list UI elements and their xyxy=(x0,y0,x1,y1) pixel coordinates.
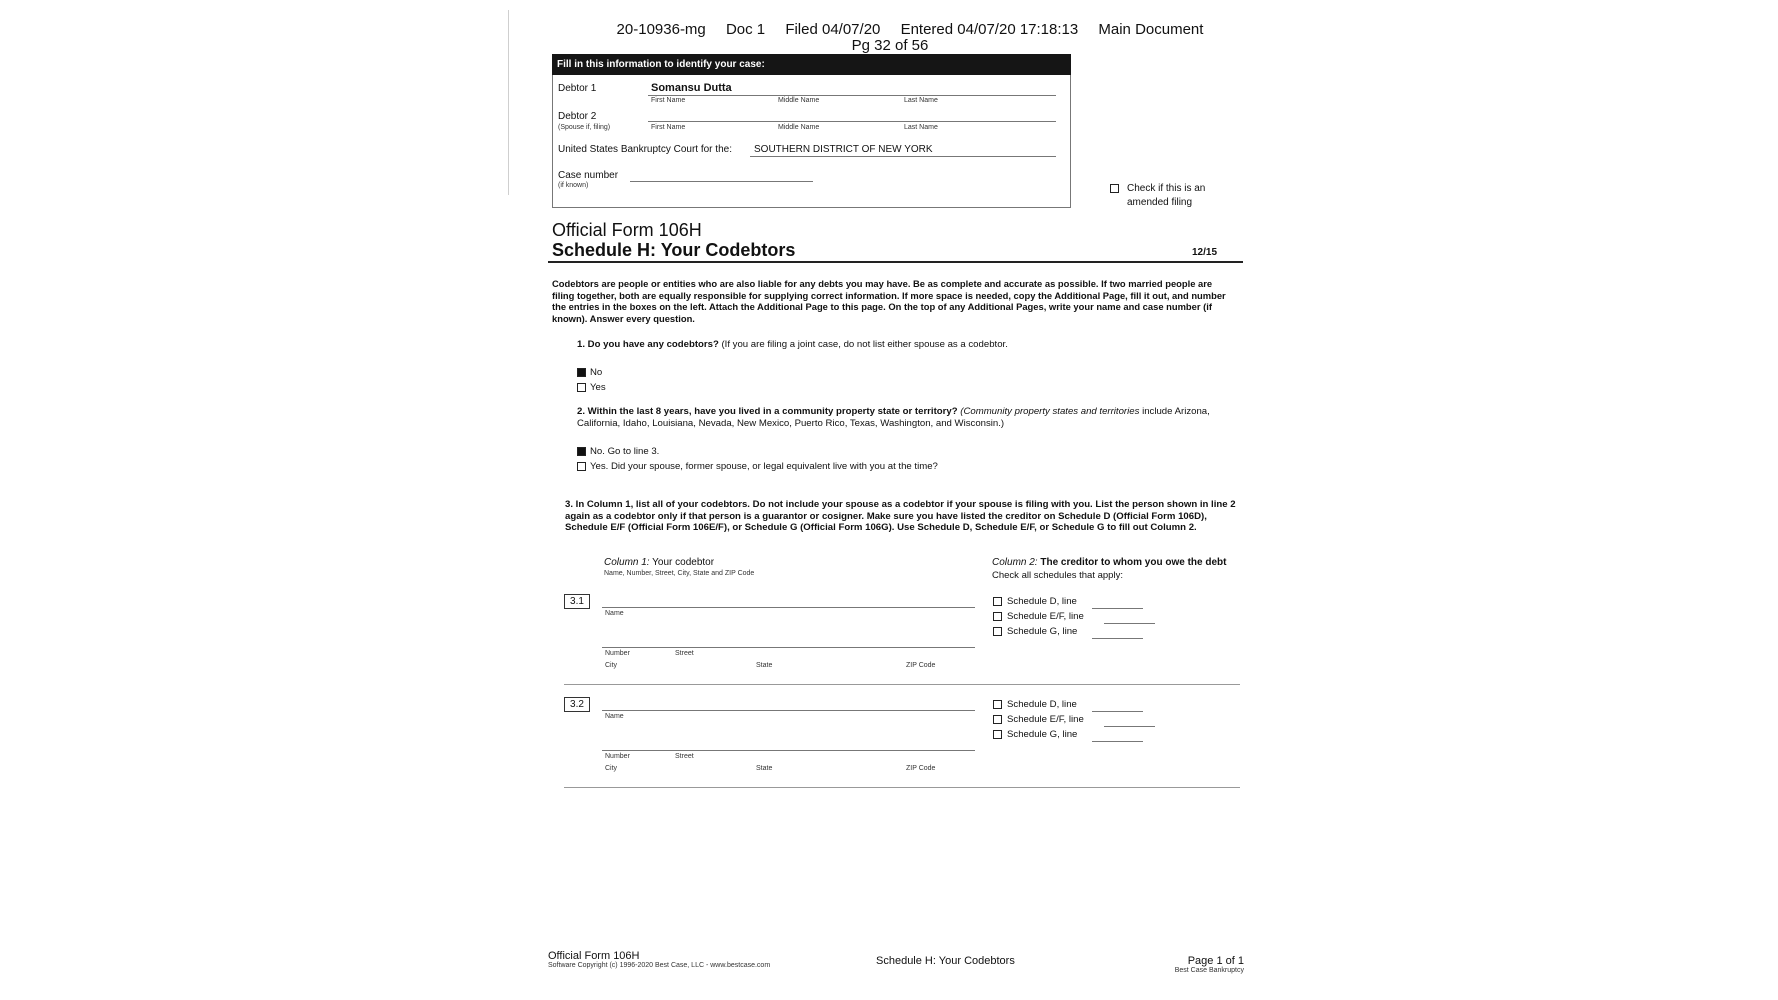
schedule-d-line-field[interactable] xyxy=(1092,711,1143,712)
q2-yes-checkbox[interactable] xyxy=(577,462,586,471)
codebtor-name-field[interactable] xyxy=(602,607,975,608)
main-document: Main Document xyxy=(1098,21,1204,38)
last-name-caption: Last Name xyxy=(904,124,938,131)
column-2-sub: Check all schedules that apply: xyxy=(992,570,1123,581)
q2-yes-label: Yes. Did your spouse, former spouse, or legal equivalent live with you at the time? xyxy=(590,461,938,472)
footer-right xyxy=(1150,955,1244,974)
doc-number: Doc 1 xyxy=(725,21,766,38)
instructions: Codebtors are people or entities who are also liable for any debts you may have. Be as complete and accurate as possible. If two married people are filing together, both are equally responsible for supplying correct information. If more space is needed, copy the Additional Page, fill it out, and number the entries in the boxes on the left. Attach the Additional Page to this page. On the top of any Additional Pages, write your name and case number (if known). Answer every question. xyxy=(552,278,1226,324)
schedule-g-line-field[interactable] xyxy=(1092,741,1143,742)
case-number-label: Case number xyxy=(558,170,619,181)
court-value[interactable]: SOUTHERN DISTRICT OF NEW YORK xyxy=(754,144,933,155)
filed-date: Filed 04/07/20 xyxy=(785,21,881,38)
question-3: 3. In Column 1, list all of your codebtors. Do not include your spouse as a codebtor if your spouse is filing with you. List the person shown in line 2 again as a codebtor only if that person is a guarantor or cosigner. Make sure you have listed the creditor on Schedule D (Official Form 106D), Schedule E/F (Official Form 106E/F), or Schedule G (Official Form 106G). Use Schedule D, Schedule E/F, or Schedule G to fill out Column 2. xyxy=(565,499,1236,533)
schedule-d-line-field[interactable] xyxy=(1092,608,1143,609)
q1-no-label: No xyxy=(590,367,603,378)
page-count: Pg 32 of 56 xyxy=(851,37,929,54)
column-2-title: The creditor to whom you owe the debt xyxy=(1037,557,1227,568)
name-caption: Name xyxy=(605,713,624,720)
q2-no-label: No. Go to line 3. xyxy=(590,446,660,457)
identification-banner: Fill in this information to identify your case: xyxy=(552,54,1071,75)
amended-label xyxy=(1127,182,1205,210)
name-caption: Name xyxy=(605,610,624,617)
case-number-field[interactable] xyxy=(630,181,813,182)
schedule-ef-checkbox[interactable] xyxy=(993,715,1002,724)
question-2-text: 2. Within the last 8 years, have you lived in a community property state or territory? xyxy=(577,406,958,417)
debtor2-label: Debtor 2 xyxy=(558,111,597,122)
title-rule xyxy=(548,261,1243,263)
schedule-ef-label: Schedule E/F, line xyxy=(1007,611,1084,622)
column-2-heading xyxy=(992,557,1226,568)
street-caption: Street xyxy=(675,650,694,657)
codebtor-address-field[interactable] xyxy=(602,750,975,751)
street-caption: Street xyxy=(675,753,694,760)
middle-name-caption: Middle Name xyxy=(778,124,820,131)
form-version: 12/15 xyxy=(1192,247,1218,258)
amended-label-line2: amended filing xyxy=(1127,197,1193,208)
case-number-note: (if known) xyxy=(558,182,589,189)
question-2-italic: (Community property states and territories xyxy=(957,406,1140,417)
q2-no-checkbox[interactable] xyxy=(577,447,586,456)
codebtor-address-field[interactable] xyxy=(602,647,975,648)
schedule-g-checkbox[interactable] xyxy=(993,627,1002,636)
schedule-ef-label: Schedule E/F, line xyxy=(1007,714,1084,725)
city-caption: City xyxy=(605,662,618,669)
debtor1-underline xyxy=(648,95,1056,96)
debtor2-field[interactable] xyxy=(648,121,1056,122)
q1-yes-checkbox[interactable] xyxy=(577,383,586,392)
middle-name-caption: Middle Name xyxy=(778,97,820,104)
schedule-d-label: Schedule D, line xyxy=(1007,699,1077,710)
city-caption: City xyxy=(605,765,618,772)
schedule-g-label: Schedule G, line xyxy=(1007,626,1078,637)
question-1-note: (If you are filing a joint case, do not list either spouse as a codebtor. xyxy=(718,339,1008,350)
state-caption: State xyxy=(756,765,773,772)
schedule-ef-line-field[interactable] xyxy=(1104,623,1155,624)
court-header xyxy=(560,22,1260,54)
column-1-heading xyxy=(604,557,714,568)
footer-left xyxy=(548,950,770,969)
case-identification-box xyxy=(552,54,1071,208)
schedule-g-checkbox[interactable] xyxy=(993,730,1002,739)
question-2-note: include Arizona, California, Idaho, Louisiana, Nevada, New Mexico, Puerto Rico, Texas, Washington, and Wisconsin.) xyxy=(577,406,1210,429)
q1-no-checkbox[interactable] xyxy=(577,368,586,377)
court-label: United States Bankruptcy Court for the: xyxy=(558,144,732,155)
schedule-d-checkbox[interactable] xyxy=(993,597,1002,606)
entry-number: 3.1 xyxy=(564,594,590,609)
footer-center: Schedule H: Your Codebtors xyxy=(876,955,1015,967)
footer-form-number: Official Form 106H xyxy=(548,950,640,962)
first-name-caption: First Name xyxy=(651,124,686,131)
amended-label-line1: Check if this is an xyxy=(1127,183,1206,194)
court-underline xyxy=(750,156,1056,157)
state-caption: State xyxy=(756,662,773,669)
codebtor-name-field[interactable] xyxy=(602,710,975,711)
debtor2-spouse-note: (Spouse if, filing) xyxy=(558,124,611,131)
form-title: Schedule H: Your Codebtors xyxy=(552,240,796,260)
zip-caption: ZIP Code xyxy=(906,662,936,669)
first-name-caption: First Name xyxy=(651,97,686,104)
question-1 xyxy=(577,339,1237,351)
footer-page: Page 1 of 1 xyxy=(1187,955,1244,967)
schedule-g-label: Schedule G, line xyxy=(1007,729,1078,740)
schedule-ef-line-field[interactable] xyxy=(1104,726,1155,727)
form-number: Official Form 106H xyxy=(552,220,702,240)
column-1-sub: Name, Number, Street, City, State and ZIP Code xyxy=(604,570,755,577)
schedule-d-label: Schedule D, line xyxy=(1007,596,1077,607)
case-code: 20-10936-mg xyxy=(616,21,706,38)
entry-number: 3.2 xyxy=(564,697,590,712)
margin-line xyxy=(508,10,509,195)
schedule-g-line-field[interactable] xyxy=(1092,638,1143,639)
schedule-d-checkbox[interactable] xyxy=(993,700,1002,709)
column-2-tag: Column 2: xyxy=(992,557,1038,568)
entry-divider xyxy=(564,684,1240,685)
column-1-title: Your codebtor xyxy=(649,557,715,568)
footer-copyright: Software Copyright (c) 1996-2020 Best Case, LLC - www.bestcase.com xyxy=(548,962,771,969)
entry-divider xyxy=(564,787,1240,788)
debtor1-label: Debtor 1 xyxy=(558,83,597,94)
q1-yes-label: Yes xyxy=(590,382,606,393)
question-2 xyxy=(577,406,1212,429)
zip-caption: ZIP Code xyxy=(906,765,936,772)
number-caption: Number xyxy=(605,753,630,760)
schedule-ef-checkbox[interactable] xyxy=(993,612,1002,621)
question-1-text: 1. Do you have any codebtors? xyxy=(577,339,719,350)
amended-checkbox[interactable] xyxy=(1110,184,1119,193)
column-1-tag: Column 1: xyxy=(604,557,650,568)
entered-date: Entered 04/07/20 17:18:13 xyxy=(900,21,1079,38)
last-name-caption: Last Name xyxy=(904,97,938,104)
footer-brand: Best Case Bankruptcy xyxy=(1174,967,1244,974)
debtor1-name[interactable]: Somansu Dutta xyxy=(651,82,732,94)
number-caption: Number xyxy=(605,650,630,657)
